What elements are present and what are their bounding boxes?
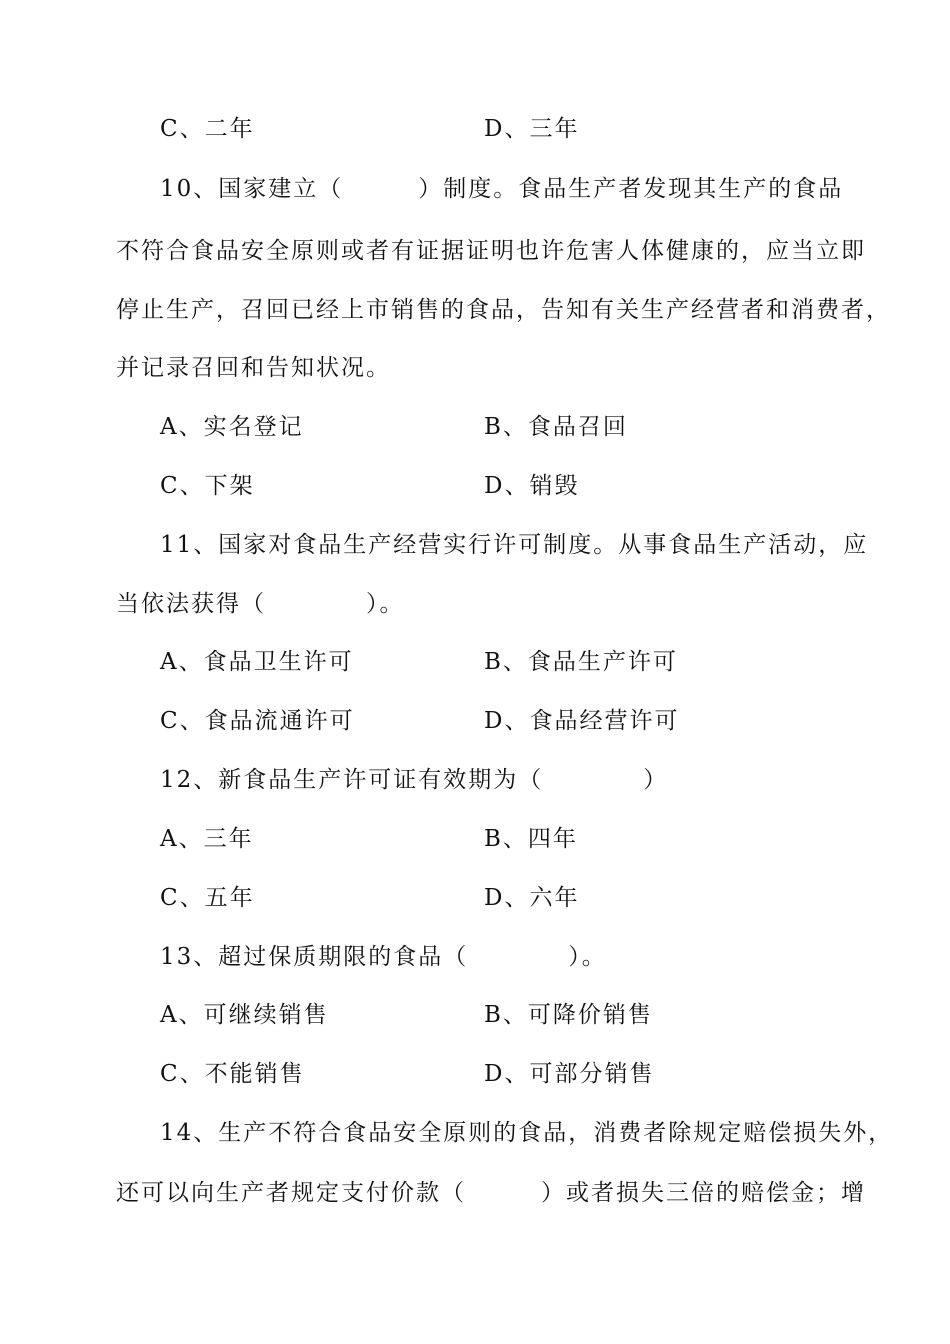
q11-option-d: D、食品经营许可 (484, 708, 680, 734)
q10-text-line-4: 并记录召回和告知状况。 (116, 355, 391, 381)
q11-text-line-1: 11、国家对食品生产经营实行许可制度。从事食品生产活动，应 (160, 532, 869, 558)
q10-option-b: B、食品召回 (484, 414, 628, 440)
q10-text-line-1: 10、国家建立（ ）制度。食品生产者发现其生产的食品 (160, 176, 844, 202)
q9-option-c: C、二年 (160, 116, 255, 142)
q10-option-c: C、下架 (160, 473, 255, 499)
q10-text-line-2: 不符合食品安全原则或者有证据证明也许危害人体健康的，应当立即 (116, 238, 866, 264)
q11-option-a: A、食品卫生许可 (160, 649, 354, 675)
q12-option-c: C、五年 (160, 885, 255, 911)
q11-option-c: C、食品流通许可 (160, 708, 355, 734)
q10-text-line-3: 停止生产，召回已经上市销售的食品，告知有关生产经营者和消费者， (116, 297, 891, 323)
q12-option-b: B、四年 (484, 826, 578, 852)
q10-option-a: A、实名登记 (160, 414, 304, 440)
q14-text-line-2: 还可以向生产者规定支付价款（ ）或者损失三倍的赔偿金；增 (116, 1180, 866, 1206)
q10-option-d: D、销毁 (484, 473, 580, 499)
q14-text-line-1: 14、生产不符合食品安全原则的食品，消费者除规定赔偿损失外， (160, 1120, 894, 1146)
q12-option-d: D、六年 (484, 885, 580, 911)
q13-option-b: B、可降价销售 (484, 1002, 653, 1028)
q13-text-line-1: 13、超过保质期限的食品（ ）。 (160, 944, 607, 970)
q12-option-a: A、三年 (160, 826, 254, 852)
q11-option-b: B、食品生产许可 (484, 649, 678, 675)
q11-text-line-2: 当依法获得（ ）。 (116, 591, 405, 617)
q13-option-d: D、可部分销售 (484, 1061, 655, 1087)
q9-option-d: D、三年 (484, 116, 580, 142)
q13-option-c: C、不能销售 (160, 1061, 305, 1087)
q12-text-line-1: 12、新食品生产许可证有效期为（ ） (160, 767, 669, 793)
q13-option-a: A、可继续销售 (160, 1002, 329, 1028)
